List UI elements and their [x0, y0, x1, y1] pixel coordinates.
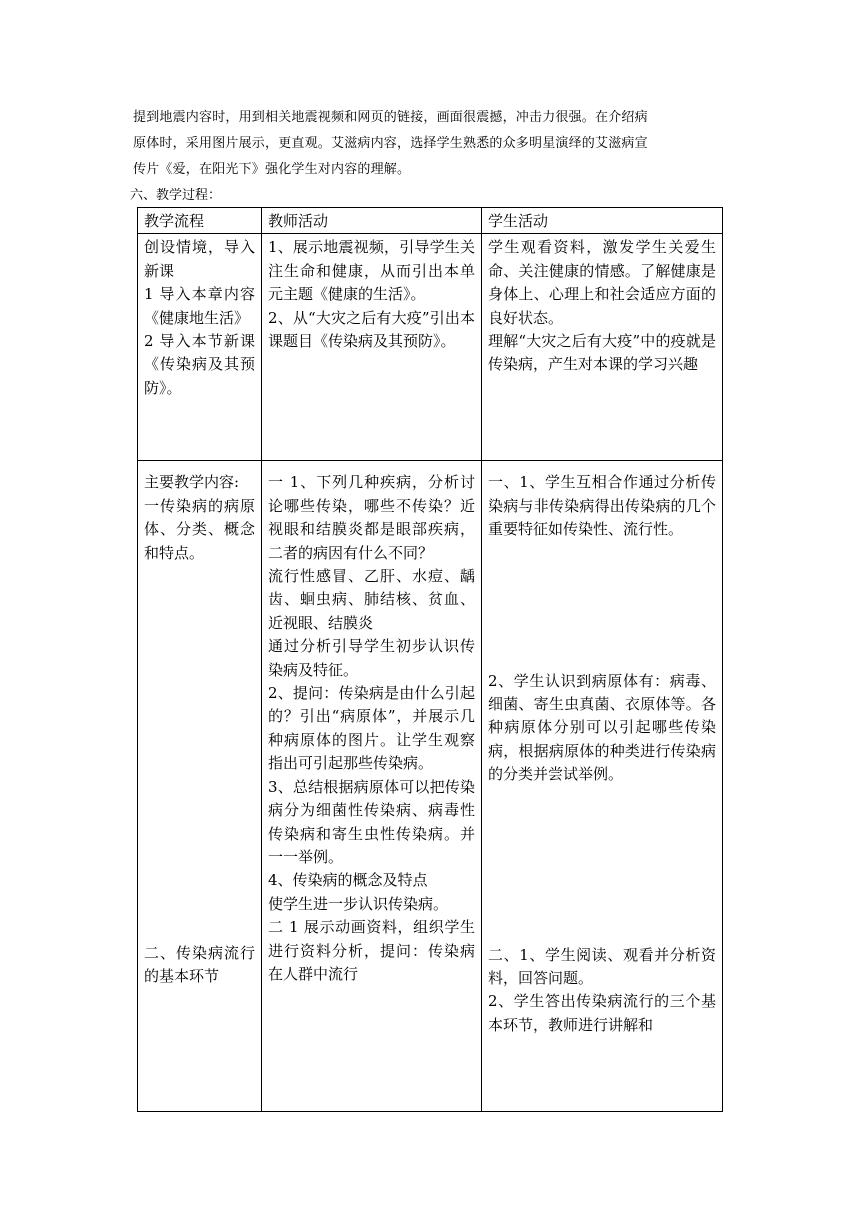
table-header-row	[138, 208, 723, 234]
flow-cell	[138, 461, 262, 1112]
table-row	[138, 234, 723, 461]
student-cell	[482, 461, 723, 1112]
student-text: 一、1、学生互相合作通过分析传染病与非传染病得出传染病的几个重要特征如传染性、流行性。	[488, 473, 716, 539]
student-text: 学生观看资料，激发学生关爱生命、关注健康的情感。了解健康是身体上、心理上和社会适应方面的良好状态。	[488, 238, 716, 327]
flow-text: 一传染病的病原体、分类、概念和特点。	[144, 496, 255, 562]
intro-line: 原体时，采用图片展示，更直观。艾滋病内容，选择学生熟悉的众多明星演绎的艾滋病宣	[133, 136, 648, 151]
student-text: 理解“大灾之后有大疫”中的疫就是传染病，产生对本课的学习兴趣	[488, 332, 716, 374]
flow-cell	[138, 234, 262, 461]
teaching-process-table	[137, 207, 723, 1112]
intro-line: 传片《爱，在阳光下》强化学生对内容的理解。	[133, 162, 411, 177]
teacher-text: 一 1、下列几种疾病，分析讨论哪些传染，哪些不传染？近视眼和结膜炎都是眼部疾病，二者的病因有什么不同？	[268, 473, 475, 562]
teacher-cell	[262, 234, 482, 461]
student-cell	[482, 234, 723, 461]
flow-text: 1 导入本章内容《健康地生活》	[144, 285, 255, 327]
teacher-cell	[262, 461, 482, 1112]
flow-text: 创设情境，导入新课	[144, 238, 255, 280]
table-row	[138, 461, 723, 1112]
student-text: 2、学生认识到病原体有：病毒、细菌、寄生虫真菌、衣原体等。各种病原体分别可以引起哪些传染病，根据病原体的种类进行传染病的分类并尝试举例。	[488, 671, 716, 784]
teacher-text: 通过分析引导学生初步认识传染病及特征。	[268, 637, 475, 679]
header-student: 学生活动	[482, 208, 723, 234]
teacher-text: 2、从“大灾之后有大疫”引出本课题目《传染病及其预防》。	[268, 308, 475, 351]
section-heading: 六、教学过程：	[130, 188, 222, 203]
flow-text: 2 导入本节新课《传染病及其预防》。	[144, 332, 255, 397]
teacher-text: 二 1 展示动画资料，组织学生进行资料分析，提问：传染病在人群中流行	[268, 918, 475, 983]
teacher-text: 使学生进一步认识传染病。	[268, 894, 449, 913]
student-text: 二、1、学生阅读、观看并分析资料，回答问题。	[488, 945, 716, 988]
flow-text: 主要教学内容:	[144, 473, 240, 492]
intro-line: 提到地震内容时，用到相关地震视频和网页的链接，画面很震撼，冲击力很强。在介绍病	[133, 110, 648, 125]
teacher-text: 3、总结根据病原体可以把传染病分为细菌性传染病、病毒性传染病和寄生虫性传染病。并一一举例。	[268, 777, 475, 866]
teacher-text: 4、传染病的概念及特点	[268, 871, 428, 890]
intro-paragraph	[133, 105, 733, 183]
header-teacher: 教师活动	[262, 208, 482, 234]
teacher-text: 2、提问：传染病是由什么引起的？引出“病原体”，并展示几种病原体的图片。让学生观察指出可引起那些传染病。	[268, 684, 475, 773]
teacher-text: 1、展示地震视频，引导学生关注生命和健康，从而引出本单元主题《健康的生活》。	[268, 238, 475, 304]
teacher-text: 流行性感冒、乙肝、水痘、龋齿、蛔虫病、肺结核、贫血、近视眼、结膜炎	[268, 567, 475, 632]
header-flow: 教学流程	[138, 208, 262, 234]
flow-text: 二、传染病流行的基本环节	[144, 944, 255, 986]
student-text: 2、学生答出传染病流行的三个基本环节，教师进行讲解和	[488, 992, 716, 1034]
